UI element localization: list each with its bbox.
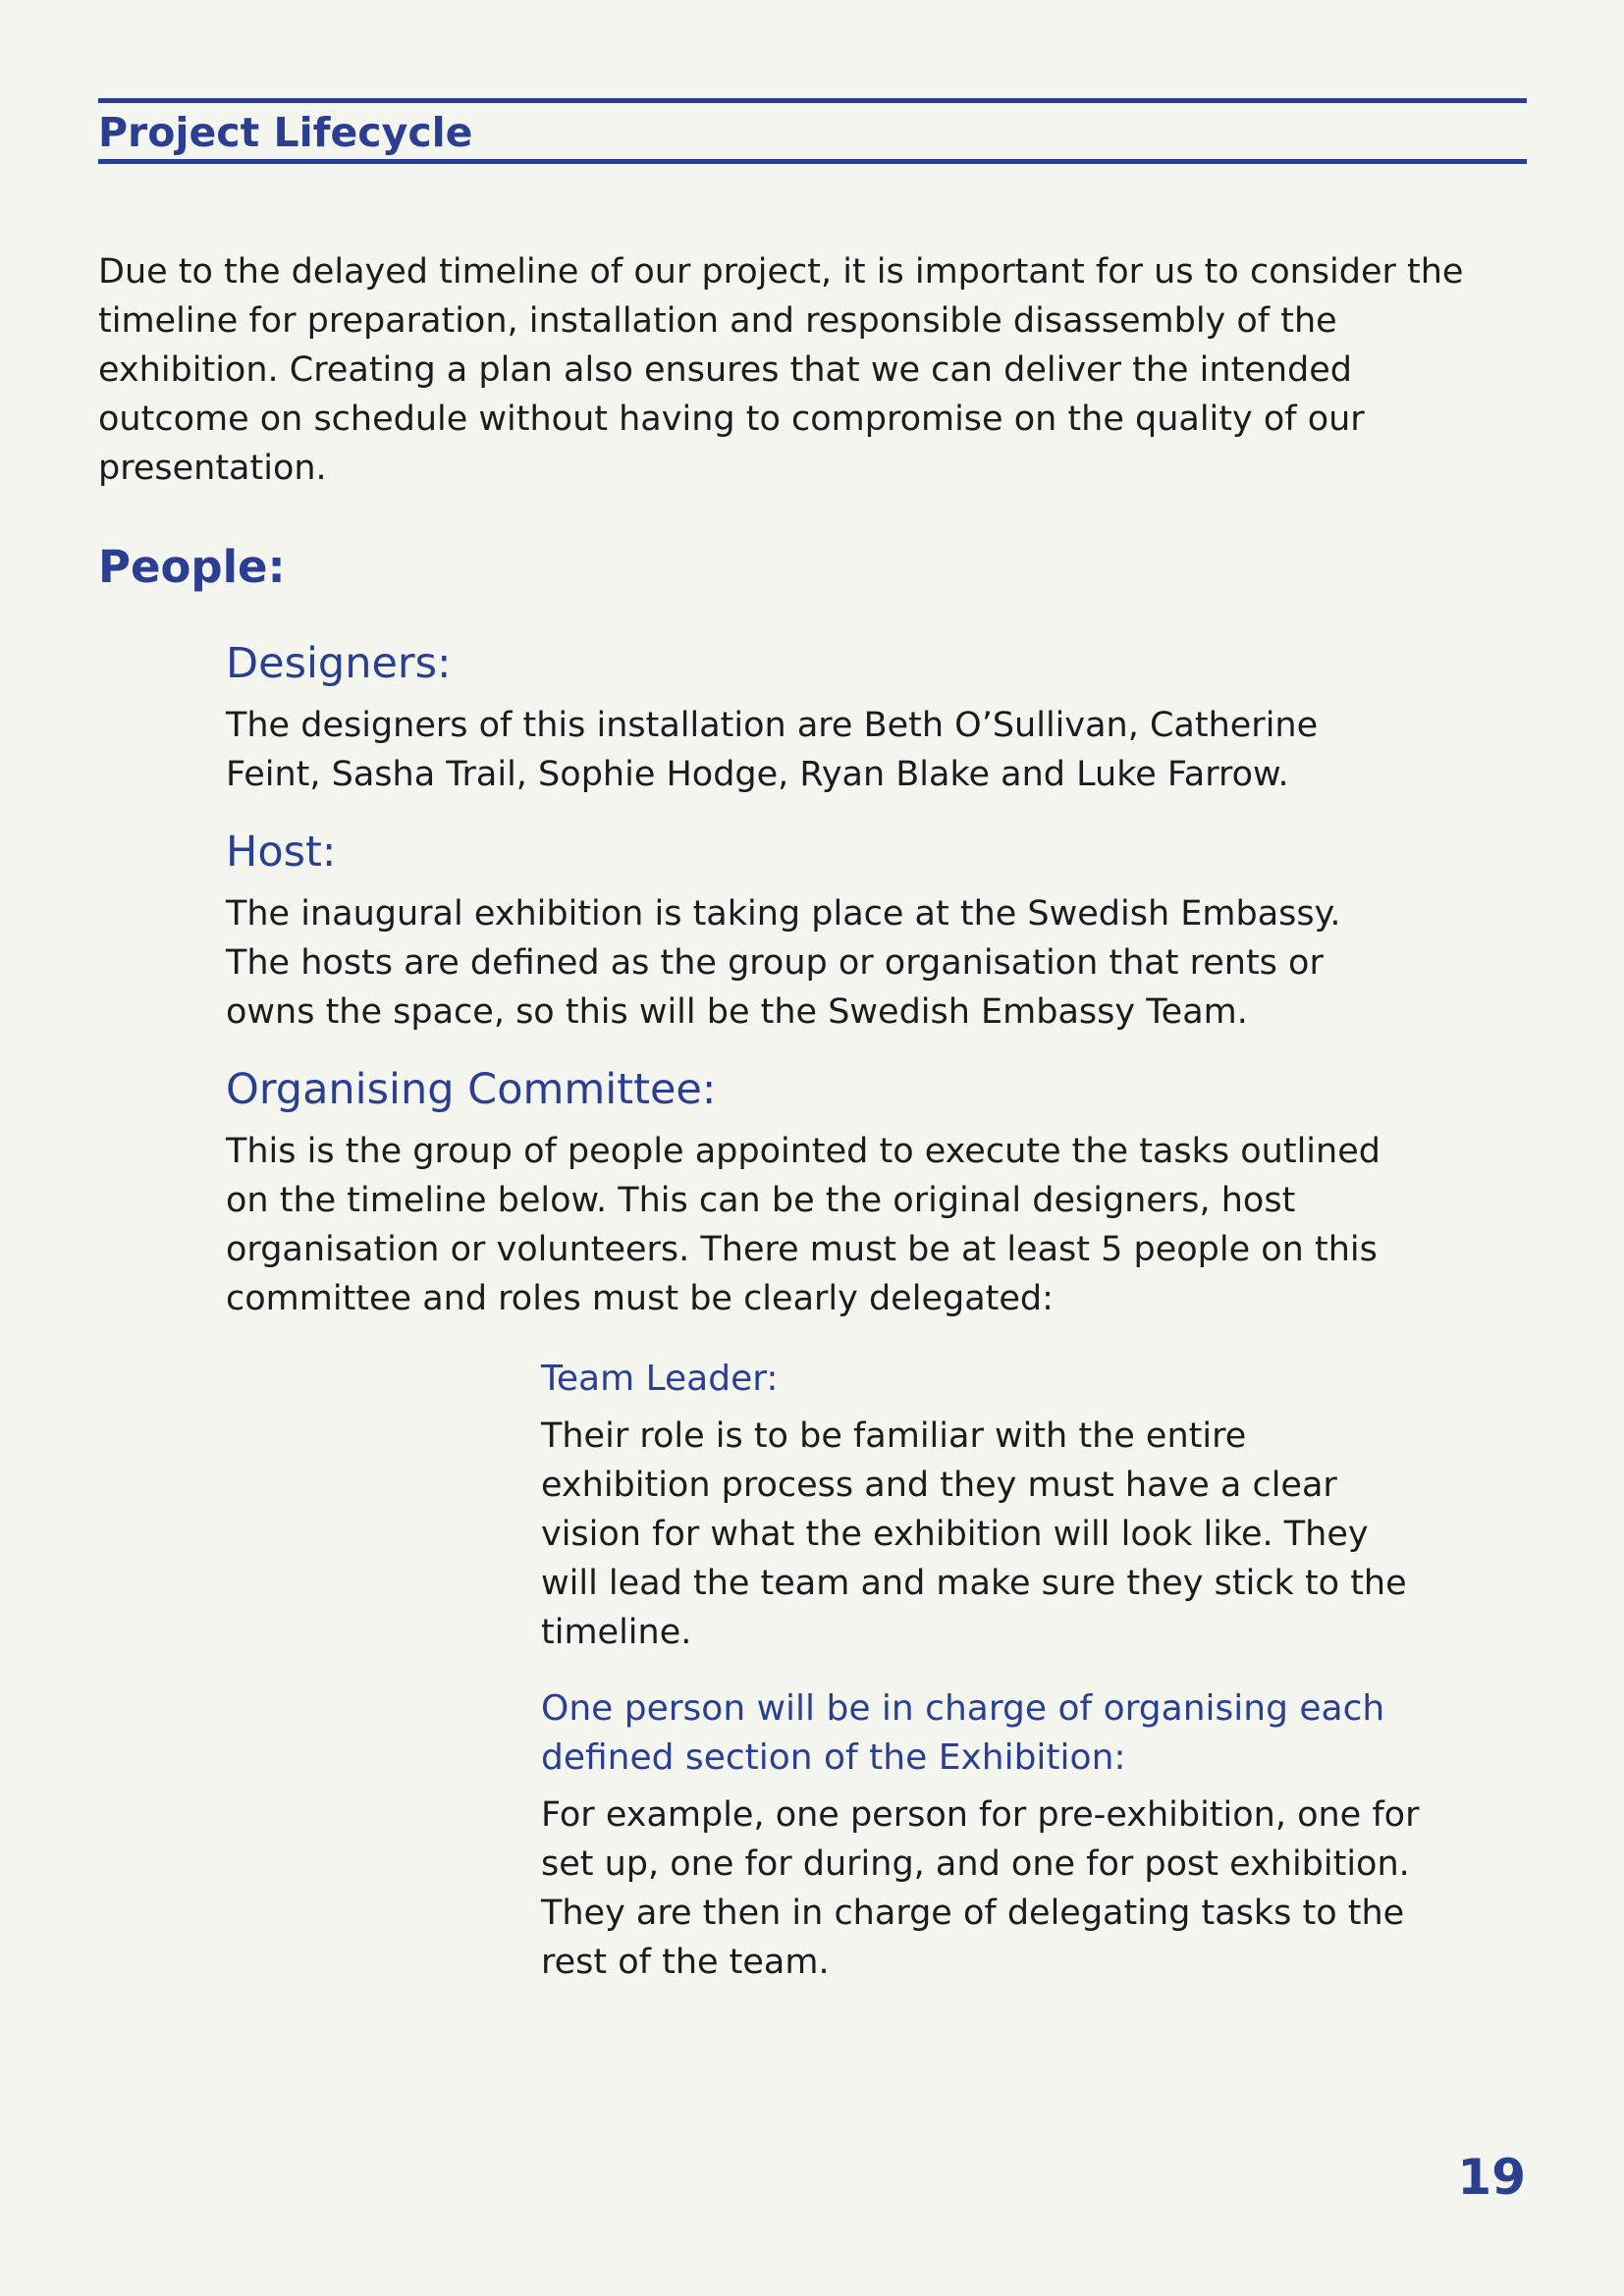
page-title: Project Lifecycle — [98, 109, 473, 156]
committee-section — [226, 1062, 1414, 1323]
people-heading: People: — [98, 541, 286, 593]
role-heading: One person will be in charge of organising each defined section of the Exhibition: — [541, 1688, 1385, 1778]
role-text: Their role is to be familiar with the entire exhibition process and they must have a clear vision for what the exhibition will look like. They will lead the team and make sure they stick to the timeline. — [541, 1416, 1407, 1652]
designers-heading: Designers: — [226, 639, 452, 688]
committee-text: This is the group of people appointed to execute the tasks outlined on the timeline below. This can be the original designers, host organisation or volunteers. There must be at least 5 people on this committee and roles must be clearly delegated: — [226, 1132, 1380, 1318]
role-section-leads — [541, 1684, 1425, 1987]
role-text: For example, one person for pre-exhibition, one for set up, one for during, and one for post exhibition. They are then in charge of delegating tasks to the rest of the team. — [541, 1795, 1420, 1982]
header-rule-bottom — [98, 159, 1527, 164]
page-number: 19 — [1457, 2149, 1526, 2206]
role-heading: Team Leader: — [541, 1359, 779, 1399]
designers-text: The designers of this installation are Beth O’Sullivan, Catherine Feint, Sasha Trail, Sophie Hodge, Ryan Blake and Luke Farrow. — [226, 706, 1319, 794]
intro-paragraph: Due to the delayed timeline of our project, it is important for us to consider the timeline for preparation, installation and responsible disassembly of the exhibition. Creating a plan also ensures that we can deliver the intended outcome on schedule without having to compromise on the quality of our presentation. — [98, 252, 1464, 488]
role-team-leader — [541, 1355, 1425, 1657]
host-heading: Host: — [226, 828, 337, 877]
committee-heading: Organising Committee: — [226, 1065, 717, 1114]
header-rule-top — [98, 98, 1527, 103]
designers-section — [226, 636, 1414, 799]
host-text: The inaugural exhibition is taking place at the Swedish Embassy. The hosts are defined as the group or organisation that rents or owns the space, so this will be the Swedish Embassy Team. — [226, 894, 1341, 1032]
host-section — [226, 825, 1414, 1037]
